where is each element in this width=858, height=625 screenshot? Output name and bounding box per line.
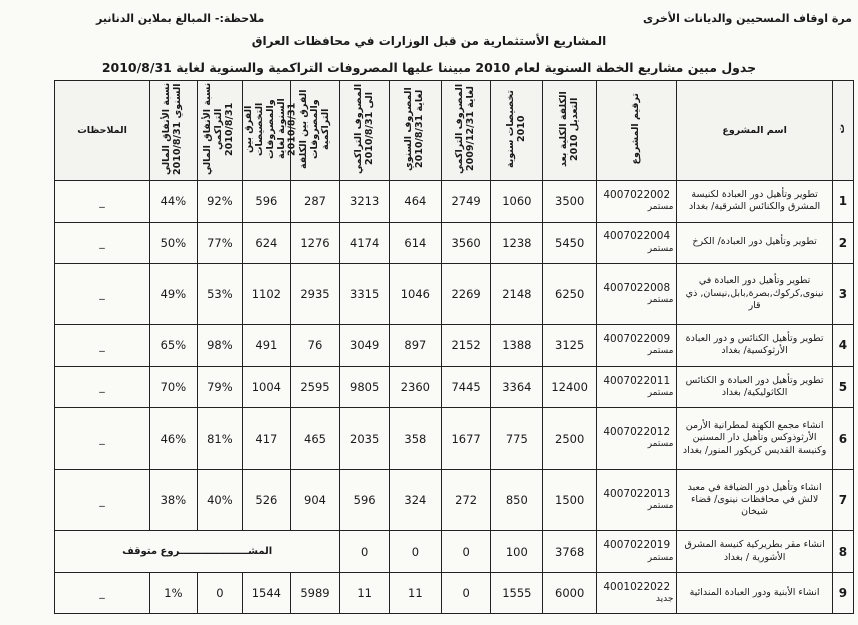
projects-table (54, 80, 854, 614)
table-row (55, 325, 854, 367)
code-number: 4007022008 (603, 281, 671, 294)
header-notes (55, 81, 150, 181)
cum-progress-cell: 98% (197, 325, 242, 367)
header-cum-2009 (441, 81, 491, 181)
cum-2009-cell: 1677 (441, 408, 491, 470)
notes-cell: _ (55, 222, 150, 263)
annual-spent-cell: 2360 (389, 366, 441, 408)
notes-cell: _ (55, 572, 150, 613)
total-cost-cell: 5450 (543, 222, 597, 263)
table-row (55, 408, 854, 470)
cum-spent-cell: 0 (340, 531, 390, 573)
cum-2009-cell: 3560 (441, 222, 491, 263)
annual-progress-cell: 38% (150, 469, 198, 531)
status-label: مستمر (647, 202, 674, 213)
annual-spent-cell: 358 (389, 408, 441, 470)
notes-cell: _ (55, 408, 150, 470)
header-no-label: ت (836, 124, 848, 134)
name-cell: انشاء مقر بطريركية كنيسة المشرق الأشورية / بغداد (677, 531, 832, 573)
cum-spent-cell: 3213 (340, 181, 390, 223)
header-annual-spent-label: المصروف السنوي لغاية 2010/8/31 (403, 87, 426, 171)
status-label: جديد (655, 593, 674, 604)
header-cum-progress (197, 81, 242, 181)
alloc-2010-cell: 775 (491, 408, 543, 470)
cum-spent-cell: 3315 (340, 263, 390, 325)
total-cost-cell: 6250 (543, 263, 597, 325)
annual-progress-cell: 49% (150, 263, 198, 325)
cum-2009-cell: 0 (441, 572, 491, 613)
document-subtitle: جدول مبين مشاريع الخطة السنوية لعام 2010 مبيننا عليها المصروفات التراكمية والسنوية لغاية 2010/8/31 (101, 60, 757, 75)
cum-progress-cell: 40% (197, 469, 242, 531)
header-no (832, 81, 853, 181)
cum-2009-cell: 0 (441, 531, 491, 573)
total-cost-cell: 12400 (543, 366, 597, 408)
status-label: مستمر (647, 346, 674, 357)
header-diff-alloc-annual-label: الفرق بين التخصيصات والمصروفات السنوية لغاية 2010/8/31 (243, 98, 298, 160)
diff-alloc-annual-cell: 1102 (243, 263, 291, 325)
header-name (677, 81, 832, 181)
table-row (55, 263, 854, 325)
alloc-2010-cell: 3364 (491, 366, 543, 408)
cum-progress-cell: 77% (197, 222, 242, 263)
annual-spent-cell: 614 (389, 222, 441, 263)
status-label: مستمر (647, 294, 674, 305)
notes-cell: _ (55, 181, 150, 223)
name-cell: تطوير وتأهيل دور العبادة/ الكرخ (677, 222, 832, 263)
table-row (55, 572, 854, 613)
no-cell: 3 (832, 263, 853, 325)
diff-alloc-annual-cell: 1544 (243, 572, 291, 613)
annual-progress-cell: 44% (150, 181, 198, 223)
header-code (597, 81, 677, 181)
cum-spent-cell: 2035 (340, 408, 390, 470)
code-number: 4007022011 (603, 374, 671, 387)
table-row (55, 366, 854, 408)
document-title: المشاريع الأستثمارية من قبل الوزارات في محافظات العراق (251, 34, 607, 48)
annual-progress-cell: 50% (150, 222, 198, 263)
annual-progress-cell: 1% (150, 572, 198, 613)
code-cell (597, 263, 677, 325)
header-annual-progress (150, 81, 198, 181)
notes-cell: _ (55, 263, 150, 325)
header-total-cost-label: الكلفة الكلية بعد التعديل 2010 (557, 91, 580, 167)
alloc-2010-cell: 1060 (491, 181, 543, 223)
alloc-2010-cell: 1238 (491, 222, 543, 263)
no-cell: 1 (832, 181, 853, 223)
code-cell (597, 572, 677, 613)
no-cell: 7 (832, 469, 853, 531)
code-cell (597, 366, 677, 408)
diff-cost-cum-cell: 1276 (290, 222, 340, 263)
table-header-row (55, 81, 854, 181)
alloc-2010-cell: 850 (491, 469, 543, 531)
diff-cost-cum-cell: 76 (290, 325, 340, 367)
code-cell (597, 531, 677, 573)
diff-cost-cum-cell: 5989 (290, 572, 340, 613)
notes-cell: _ (55, 325, 150, 367)
status-label: مستمر (647, 387, 674, 398)
header-annual-spent (389, 81, 441, 181)
total-cost-cell: 2500 (543, 408, 597, 470)
cum-2009-cell: 272 (441, 469, 491, 531)
code-cell (597, 325, 677, 367)
diff-alloc-annual-cell: 417 (243, 408, 291, 470)
name-cell: انشاء مجمع الكهنة لمطرانية الأرمن الأرثوذوكس وتأهيل دار المسنين وكنيسة القديس كريكور المنور/ بغداد (677, 408, 832, 470)
status-label: مستمر (647, 439, 674, 450)
cum-2009-cell: 2749 (441, 181, 491, 223)
annual-spent-cell: 464 (389, 181, 441, 223)
table-row (55, 469, 854, 531)
total-cost-cell: 3125 (543, 325, 597, 367)
header-total-cost (543, 81, 597, 181)
cum-progress-cell: 0 (197, 572, 242, 613)
cum-spent-cell: 3049 (340, 325, 390, 367)
department-name: مرة اوقاف المسحيين والديانات الأخرى (643, 12, 852, 25)
header-code-label: ترقيم المشروع (630, 93, 642, 165)
header-name-label: اسم المشروع (722, 125, 787, 136)
annual-spent-cell: 11 (389, 572, 441, 613)
cum-spent-cell: 9805 (340, 366, 390, 408)
cum-spent-cell: 4174 (340, 222, 390, 263)
annual-spent-cell: 324 (389, 469, 441, 531)
header-notes-label: الملاحظات (77, 125, 127, 136)
alloc-2010-cell: 2148 (491, 263, 543, 325)
diff-cost-cum-cell: 2595 (290, 366, 340, 408)
code-number: 4007022004 (603, 230, 671, 243)
code-cell (597, 181, 677, 223)
total-cost-cell: 1500 (543, 469, 597, 531)
cum-2009-cell: 2269 (441, 263, 491, 325)
name-cell: انشاء الأبنية ودور العبادة المندائية (677, 572, 832, 613)
diff-alloc-annual-cell: 491 (243, 325, 291, 367)
code-cell (597, 469, 677, 531)
notes-cell: _ (55, 469, 150, 531)
header-alloc-2010-label: تخصيصات سنوية 2010 (504, 90, 527, 168)
no-cell: 9 (832, 572, 853, 613)
table-row (55, 222, 854, 263)
alloc-2010-cell: 1555 (491, 572, 543, 613)
total-cost-cell: 3500 (543, 181, 597, 223)
project-stopped-cell: المشــــــــــــــــــــروع متوقف (55, 531, 340, 573)
header-cum-2009-label: المصروف التراكمي لغاية 2009/12/31 (454, 83, 477, 175)
cum-progress-cell: 81% (197, 408, 242, 470)
currency-note: ملاحظة:- المبالغ بملاين الدنانير (96, 12, 265, 25)
header-cum-spent-label: المصروف التراكمي الى 2010/8/31 (352, 83, 375, 175)
total-cost-cell: 3768 (543, 531, 597, 573)
no-cell: 8 (832, 531, 853, 573)
cum-2009-cell: 2152 (441, 325, 491, 367)
diff-cost-cum-cell: 2935 (290, 263, 340, 325)
diff-alloc-annual-cell: 596 (243, 181, 291, 223)
header-cum-progress-label: نسبة الأنفاق المالي التراكمي 2010/8/31 (202, 82, 236, 176)
code-cell (597, 222, 677, 263)
annual-progress-cell: 70% (150, 366, 198, 408)
diff-alloc-annual-cell: 624 (243, 222, 291, 263)
total-cost-cell: 6000 (543, 572, 597, 613)
alloc-2010-cell: 1388 (491, 325, 543, 367)
diff-cost-cum-cell: 465 (290, 408, 340, 470)
code-number: 4007022013 (603, 487, 671, 500)
no-cell: 2 (832, 222, 853, 263)
name-cell: تطوير وتأهيل دور العبادة و الكنائس الكاثوليكية/ بغداد (677, 366, 832, 408)
notes-cell: _ (55, 366, 150, 408)
name-cell: تطوير وتأهيل دور العبادة في نينوى,كركوك,بصرة,بابل,نيسان, ذي قار (677, 263, 832, 325)
no-cell: 4 (832, 325, 853, 367)
code-number: 4007022009 (603, 333, 671, 346)
status-label: مستمر (647, 243, 674, 254)
code-number: 4007022019 (603, 539, 671, 552)
cum-progress-cell: 79% (197, 366, 242, 408)
diff-alloc-annual-cell: 1004 (243, 366, 291, 408)
status-label: مستمر (647, 552, 674, 563)
header-cum-spent (340, 81, 390, 181)
header-annual-progress-label: نسبة الأنفاق المالي السنوي 2010/8/31 (161, 82, 184, 176)
table-row (55, 181, 854, 223)
diff-cost-cum-cell: 287 (290, 181, 340, 223)
annual-progress-cell: 46% (150, 408, 198, 470)
no-cell: 5 (832, 366, 853, 408)
cum-progress-cell: 92% (197, 181, 242, 223)
annual-spent-cell: 0 (389, 531, 441, 573)
annual-spent-cell: 897 (389, 325, 441, 367)
code-number: 4001022022 (603, 580, 671, 593)
header-line (0, 6, 858, 26)
alloc-2010-cell: 100 (491, 531, 543, 573)
diff-cost-cum-cell: 904 (290, 469, 340, 531)
status-label: مستمر (647, 501, 674, 511)
table-row (55, 531, 854, 573)
code-number: 4007022012 (603, 426, 671, 439)
code-number: 4007022002 (603, 189, 671, 202)
name-cell: تطوير وتأهيل الكنائس و دور العبادة الأرثوكسية/ بغداد (677, 325, 832, 367)
header-diff-alloc-annual (243, 81, 298, 181)
diff-alloc-annual-cell: 526 (243, 469, 291, 531)
header-alloc-2010 (491, 81, 543, 181)
cum-2009-cell: 7445 (441, 366, 491, 408)
cum-spent-cell: 11 (340, 572, 390, 613)
cum-spent-cell: 596 (340, 469, 390, 531)
cum-progress-cell: 53% (197, 263, 242, 325)
header-diff-cost-cum-label: الفرق بين الكلفة والمصروفات التراكمية (297, 89, 331, 169)
no-cell: 6 (832, 408, 853, 470)
annual-progress-cell: 65% (150, 325, 198, 367)
name-cell: انشاء وتأهيل دور الضيافة في معبد لالش في محافظات نينوى/ قضاء شيخان (677, 469, 832, 531)
code-cell (597, 408, 677, 470)
name-cell: تطوير وتأهيل دور العبادة لكنيسة المشرق والكنائس الشرقية/ بغداد (677, 181, 832, 223)
header-diff-cost-cum (290, 81, 340, 181)
annual-spent-cell: 1046 (389, 263, 441, 325)
